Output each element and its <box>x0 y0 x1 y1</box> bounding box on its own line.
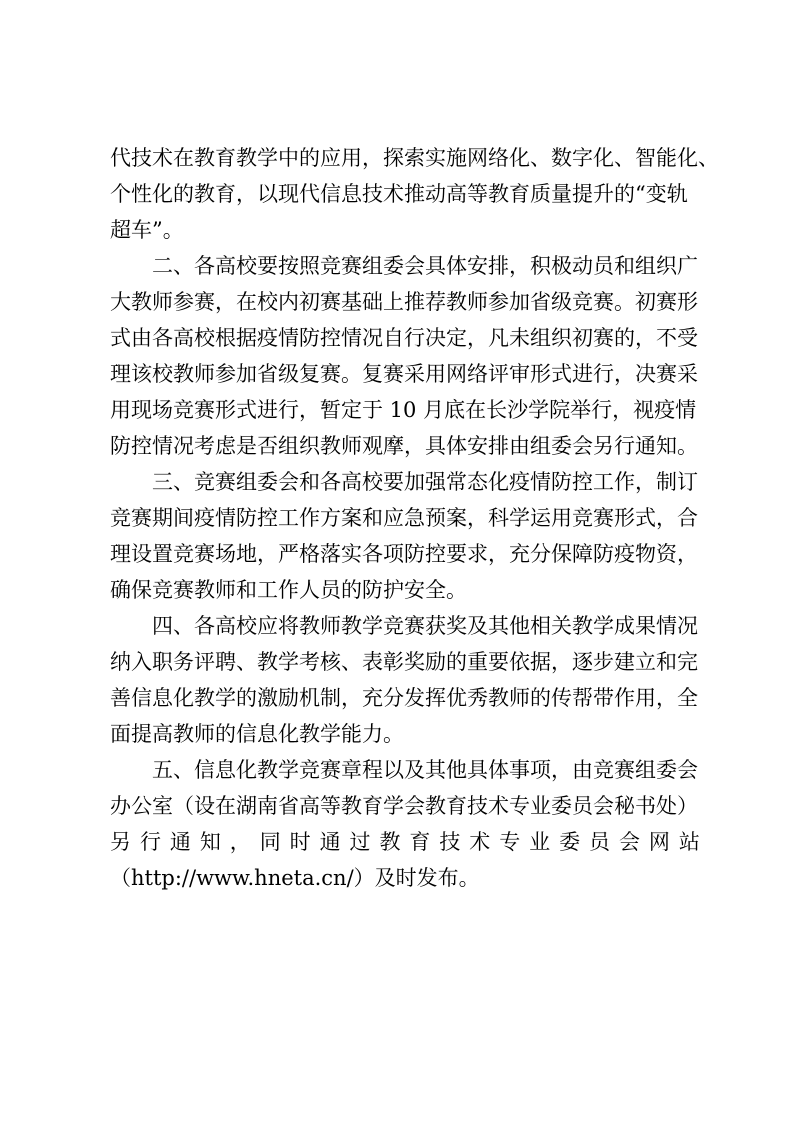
paragraph-section-2 <box>110 248 700 464</box>
text-line: 超车”。 <box>110 218 184 242</box>
text-line-justified: 另 行 通 知 ， 同 时 通 过 教 育 技 术 专 业 委 员 会 网 站 <box>110 830 700 854</box>
text-line: 面提高教师的信息化教学能力。 <box>110 722 404 746</box>
paragraph-section-5 <box>110 752 700 896</box>
text-line: 代技术在教育教学中的应用，探索实施网络化、数字化、智能化、 <box>110 146 719 170</box>
text-line: 防控情况考虑是否组织教师观摩，具体安排由组委会另行通知。 <box>110 434 698 458</box>
text-line: 办公室（设在湖南省高等教育学会教育技术专业委员会秘书处） <box>110 794 698 818</box>
paragraph-section-4 <box>110 608 700 752</box>
paragraph-continued <box>110 140 719 248</box>
text-line: 四、各高校应将教师教学竞赛获奖及其他相关教学成果情况 <box>152 614 698 638</box>
paragraph-section-3 <box>110 464 700 608</box>
text-line: 理设置竞赛场地，严格落实各项防控要求，充分保障防疫物资， <box>110 542 698 566</box>
text-line: 式由各高校根据疫情防控情况自行决定，凡未组织初赛的，不受 <box>110 326 698 350</box>
text-line: 确保竞赛教师和工作人员的防护安全。 <box>110 578 467 602</box>
text-line: 理该校教师参加省级复赛。复赛采用网络评审形式进行，决赛采 <box>110 362 698 386</box>
text-line: 纳入职务评聘、教学考核、表彰奖励的重要依据，逐步建立和完 <box>110 650 698 674</box>
text-line: 用现场竞赛形式进行，暂定于 10 月底在长沙学院举行，视疫情 <box>110 398 697 422</box>
text-line: 三、竞赛组委会和各高校要加强常态化疫情防控工作，制订 <box>152 470 698 494</box>
document-body <box>110 140 719 896</box>
text-line: 善信息化教学的激励机制，充分发挥优秀教师的传帮带作用，全 <box>110 686 698 710</box>
text-line: 大教师参赛，在校内初赛基础上推荐教师参加省级竞赛。初赛形 <box>110 290 698 314</box>
text-line: （http://www.hneta.cn/）及时发布。 <box>110 866 480 890</box>
text-line: 竞赛期间疫情防控工作方案和应急预案，科学运用竞赛形式，合 <box>110 506 698 530</box>
text-line: 个性化的教育，以现代信息技术推动高等教育质量提升的“变轨 <box>110 182 688 206</box>
text-line: 五、信息化教学竞赛章程以及其他具体事项，由竞赛组委会 <box>152 758 698 782</box>
text-line: 二、各高校要按照竞赛组委会具体安排，积极动员和组织广 <box>152 254 698 278</box>
